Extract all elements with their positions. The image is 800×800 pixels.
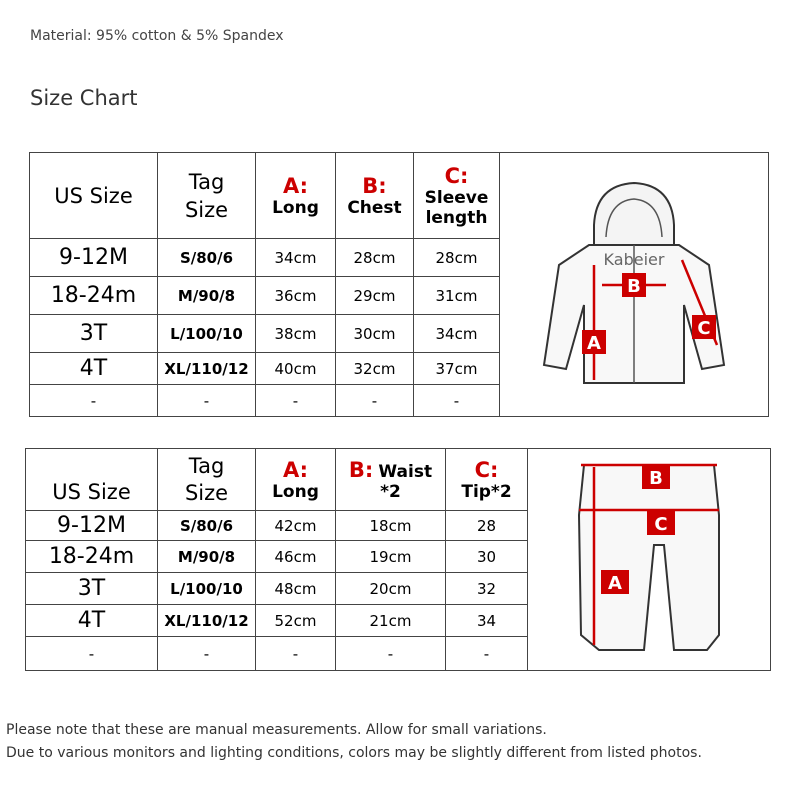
header-c-letter: C: [444, 163, 469, 188]
jacket-brand-text: Kabeier [603, 249, 665, 269]
cell-us-size: 4T [30, 353, 158, 385]
cell-a: 38cm [256, 315, 336, 353]
header-c-sleeve [414, 153, 500, 239]
header-c-word: Tip*2 [461, 481, 512, 502]
size-chart-title: Size Chart [30, 86, 138, 110]
cell-a: - [256, 385, 336, 417]
cell-tag-size: XL/110/12 [158, 605, 256, 637]
header-us-size: US Size [26, 449, 158, 511]
header-a-word: Long [272, 197, 319, 218]
cell-c: 34cm [414, 315, 500, 353]
cell-a: 42cm [256, 511, 336, 541]
cell-b: 32cm [336, 353, 414, 385]
cell-tag-size: M/90/8 [158, 277, 256, 315]
header-b-word1: Waist [378, 461, 433, 482]
jacket-label-a: A [587, 332, 601, 354]
cell-a: - [256, 637, 336, 671]
cell-us-size: 3T [26, 573, 158, 605]
header-a-word: Long [272, 481, 319, 502]
cell-b: - [336, 385, 414, 417]
cell-c: 28cm [414, 239, 500, 277]
header-tag-line2: Size [184, 480, 229, 505]
header-tag-line1: Tag [188, 169, 225, 194]
cell-b: - [336, 637, 446, 671]
cell-a: 36cm [256, 277, 336, 315]
cell-b: 21cm [336, 605, 446, 637]
header-a-long [256, 153, 336, 239]
header-a-letter: A: [282, 173, 309, 198]
cell-b: 18cm [336, 511, 446, 541]
pants-diagram [528, 449, 771, 671]
cell-c: 32 [446, 573, 528, 605]
header-c-word1: Sleeve [424, 187, 489, 208]
cell-c: - [414, 385, 500, 417]
cell-c: 37cm [414, 353, 500, 385]
color-note: Due to various monitors and lighting conditions, colors may be slightly different from listed photos. [6, 745, 702, 761]
cell-b: 29cm [336, 277, 414, 315]
cell-us-size: 9-12M [30, 239, 158, 277]
cell-a: 48cm [256, 573, 336, 605]
cell-us-size: 18-24m [26, 541, 158, 573]
header-tag-size [158, 153, 256, 239]
cell-tag-size: - [158, 637, 256, 671]
pants-icon [559, 455, 739, 665]
cell-us-size: - [26, 637, 158, 671]
header-b-chest [336, 153, 414, 239]
cell-tag-size: L/100/10 [158, 573, 256, 605]
cell-b: 28cm [336, 239, 414, 277]
header-c-tip [446, 449, 528, 511]
cell-c: 30 [446, 541, 528, 573]
cell-tag-size: M/90/8 [158, 541, 256, 573]
material-info: Material: 95% cotton & 5% Spandex [30, 28, 284, 44]
cell-a: 52cm [256, 605, 336, 637]
cell-c: - [446, 637, 528, 671]
cell-us-size: 18-24m [30, 277, 158, 315]
header-c-letter: C: [474, 457, 499, 482]
cell-c: 28 [446, 511, 528, 541]
cell-b: 20cm [336, 573, 446, 605]
header-tag-size [158, 449, 256, 511]
measurement-note: Please note that these are manual measurements. Allow for small variations. [6, 722, 547, 738]
cell-c: 34 [446, 605, 528, 637]
cell-a: 40cm [256, 353, 336, 385]
cell-us-size: 9-12M [26, 511, 158, 541]
cell-b: 30cm [336, 315, 414, 353]
cell-us-size: 3T [30, 315, 158, 353]
header-tag-line2: Size [184, 197, 229, 222]
cell-tag-size: L/100/10 [158, 315, 256, 353]
cell-a: 34cm [256, 239, 336, 277]
cell-tag-size: - [158, 385, 256, 417]
cell-tag-size: XL/110/12 [158, 353, 256, 385]
cell-tag-size: S/80/6 [158, 239, 256, 277]
cell-us-size: 4T [26, 605, 158, 637]
header-b-letter: B: [362, 173, 387, 198]
header-us-size: US Size [30, 153, 158, 239]
pants-label-b: B [649, 467, 663, 489]
cell-b: 19cm [336, 541, 446, 573]
header-c-word2: length [425, 207, 488, 228]
pants-size-table [25, 448, 771, 671]
header-b-word2: *2 [380, 481, 401, 502]
header-b-word: Chest [347, 197, 402, 218]
pants-label-a: A [608, 572, 622, 594]
header-a-letter: A: [282, 457, 309, 482]
cell-us-size: - [30, 385, 158, 417]
cell-c: 31cm [414, 277, 500, 315]
cell-tag-size: S/80/6 [158, 511, 256, 541]
jacket-label-b: B [627, 275, 641, 297]
jacket-diagram [500, 153, 769, 417]
header-tag-line1: Tag [188, 453, 225, 478]
table-header-row [26, 449, 771, 511]
cell-a: 46cm [256, 541, 336, 573]
pants-label-c: C [654, 513, 668, 535]
hoodie-jacket-icon [534, 165, 734, 405]
header-b-waist [336, 449, 446, 511]
jacket-label-c: C [697, 317, 711, 339]
header-b-letter: B: [348, 457, 374, 482]
jacket-size-table [29, 152, 769, 417]
header-a-long [256, 449, 336, 511]
table-header-row [30, 153, 769, 239]
